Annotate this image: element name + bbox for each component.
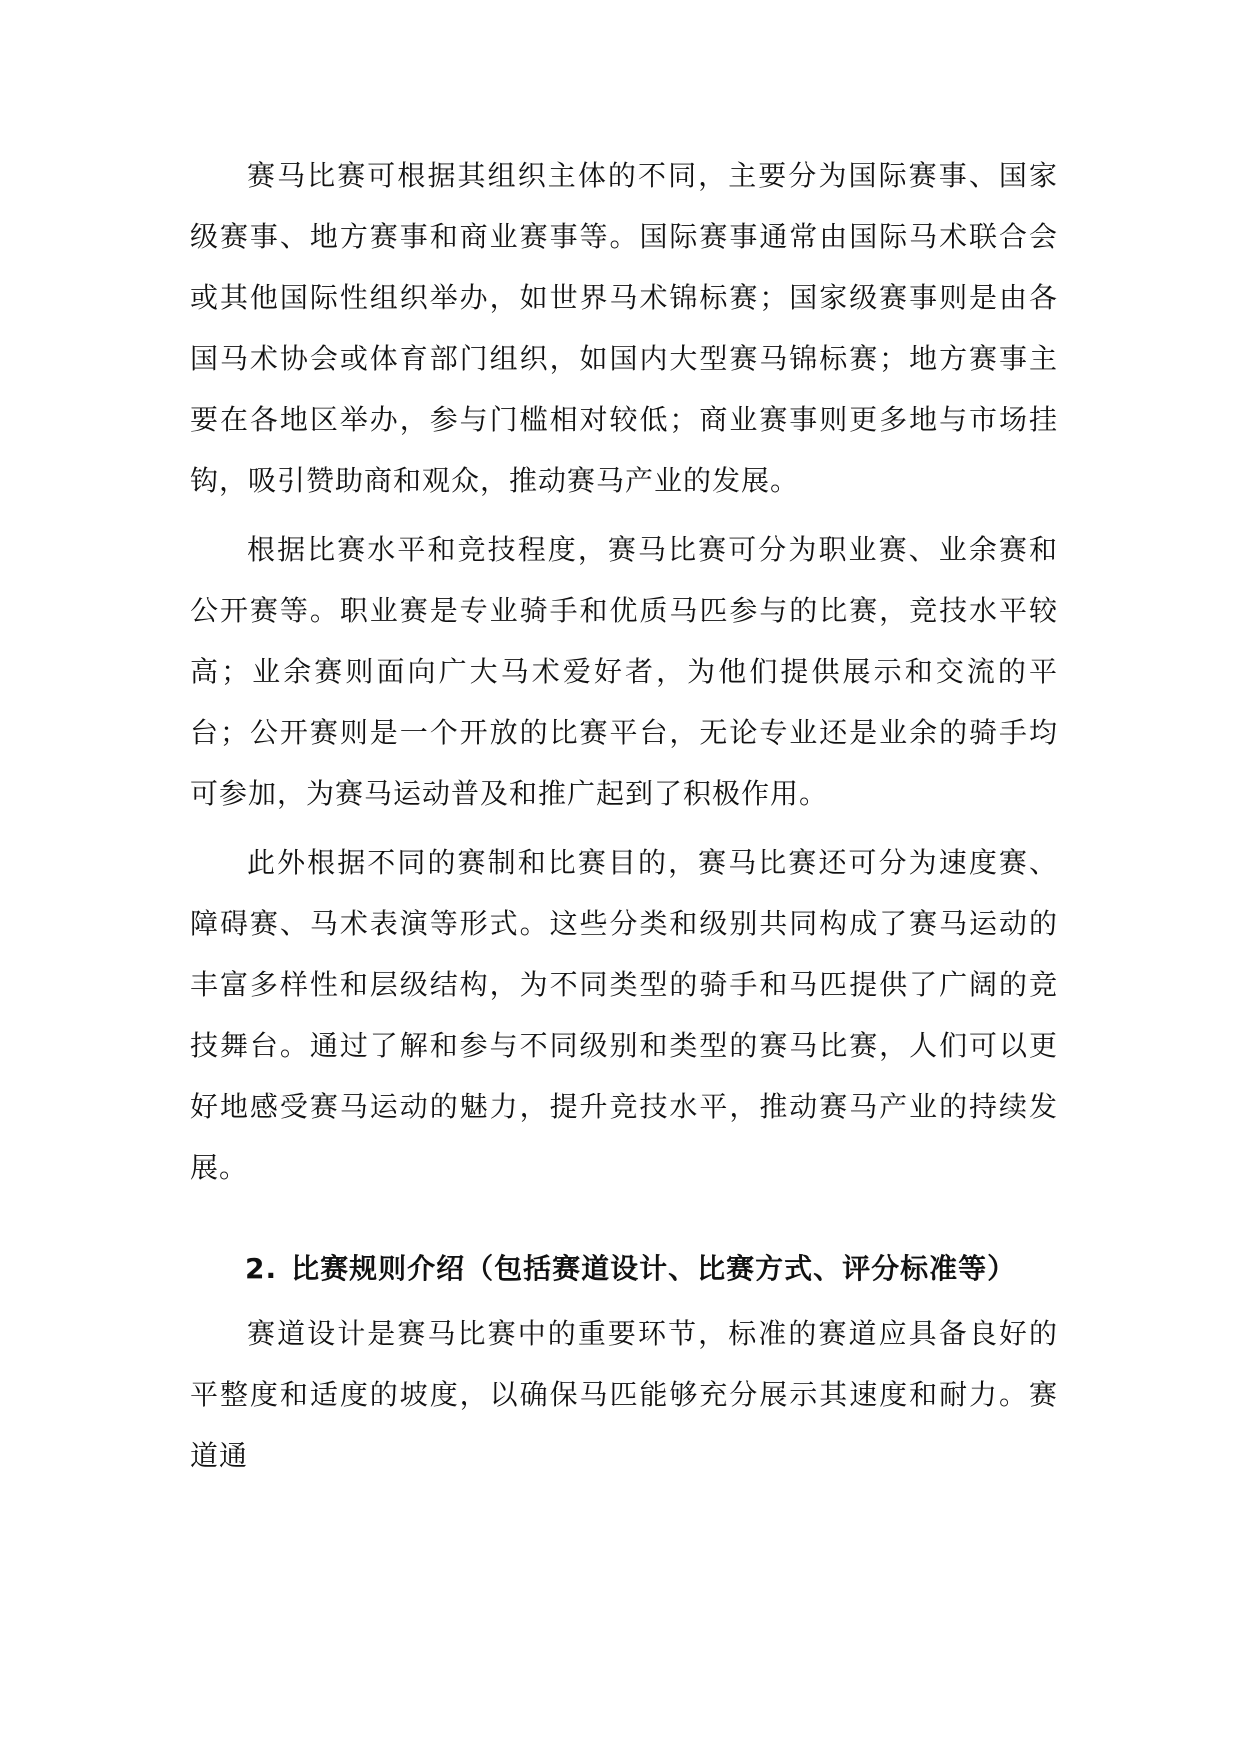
section-heading xyxy=(190,1238,1058,1299)
paragraph-event-organizers: 赛马比赛可根据其组织主体的不同，主要分为国际赛事、国家级赛事、地方赛事和商业赛事等。国际赛事通常由国际马术联合会或其他国际性组织举办，如世界马术锦标赛；国家级赛事则是由各国马术协会或体育部门组织，如国内大型赛马锦标赛；地方赛事主要在各地区举办，参与门槛相对较低；商业赛事则更多地与市场挂钩，吸引赞助商和观众，推动赛马产业的发展。 xyxy=(190,159,1058,497)
document-body xyxy=(190,145,1058,1486)
paragraph-competition-levels: 根据比赛水平和竞技程度，赛马比赛可分为职业赛、业余赛和公开赛等。职业赛是专业骑手和优质马匹参与的比赛，竞技水平较高；业余赛则面向广大马术爱好者，为他们提供展示和交流的平台；公开赛则是一个开放的比赛平台，无论专业还是业余的骑手均可参加，为赛马运动普及和推广起到了积极作用。 xyxy=(190,533,1058,810)
paragraph-track-design: 赛道设计是赛马比赛中的重要环节，标准的赛道应具备良好的平整度和适度的坡度，以确保马匹能够充分展示其速度和耐力。赛道通 xyxy=(190,1317,1058,1472)
section-heading-title: 比赛规则介绍（包括赛道设计、比赛方式、评分标准等） xyxy=(291,1252,1017,1285)
section-heading-number: 2. xyxy=(245,1252,278,1285)
paragraph-race-formats: 此外根据不同的赛制和比赛目的，赛马比赛还可分为速度赛、障碍赛、马术表演等形式。这些分类和级别共同构成了赛马运动的丰富多样性和层级结构，为不同类型的骑手和马匹提供了广阔的竞技舞台。通过了解和参与不同级别和类型的赛马比赛，人们可以更好地感受赛马运动的魅力，提升竞技水平，推动赛马产业的持续发展。 xyxy=(190,846,1058,1184)
